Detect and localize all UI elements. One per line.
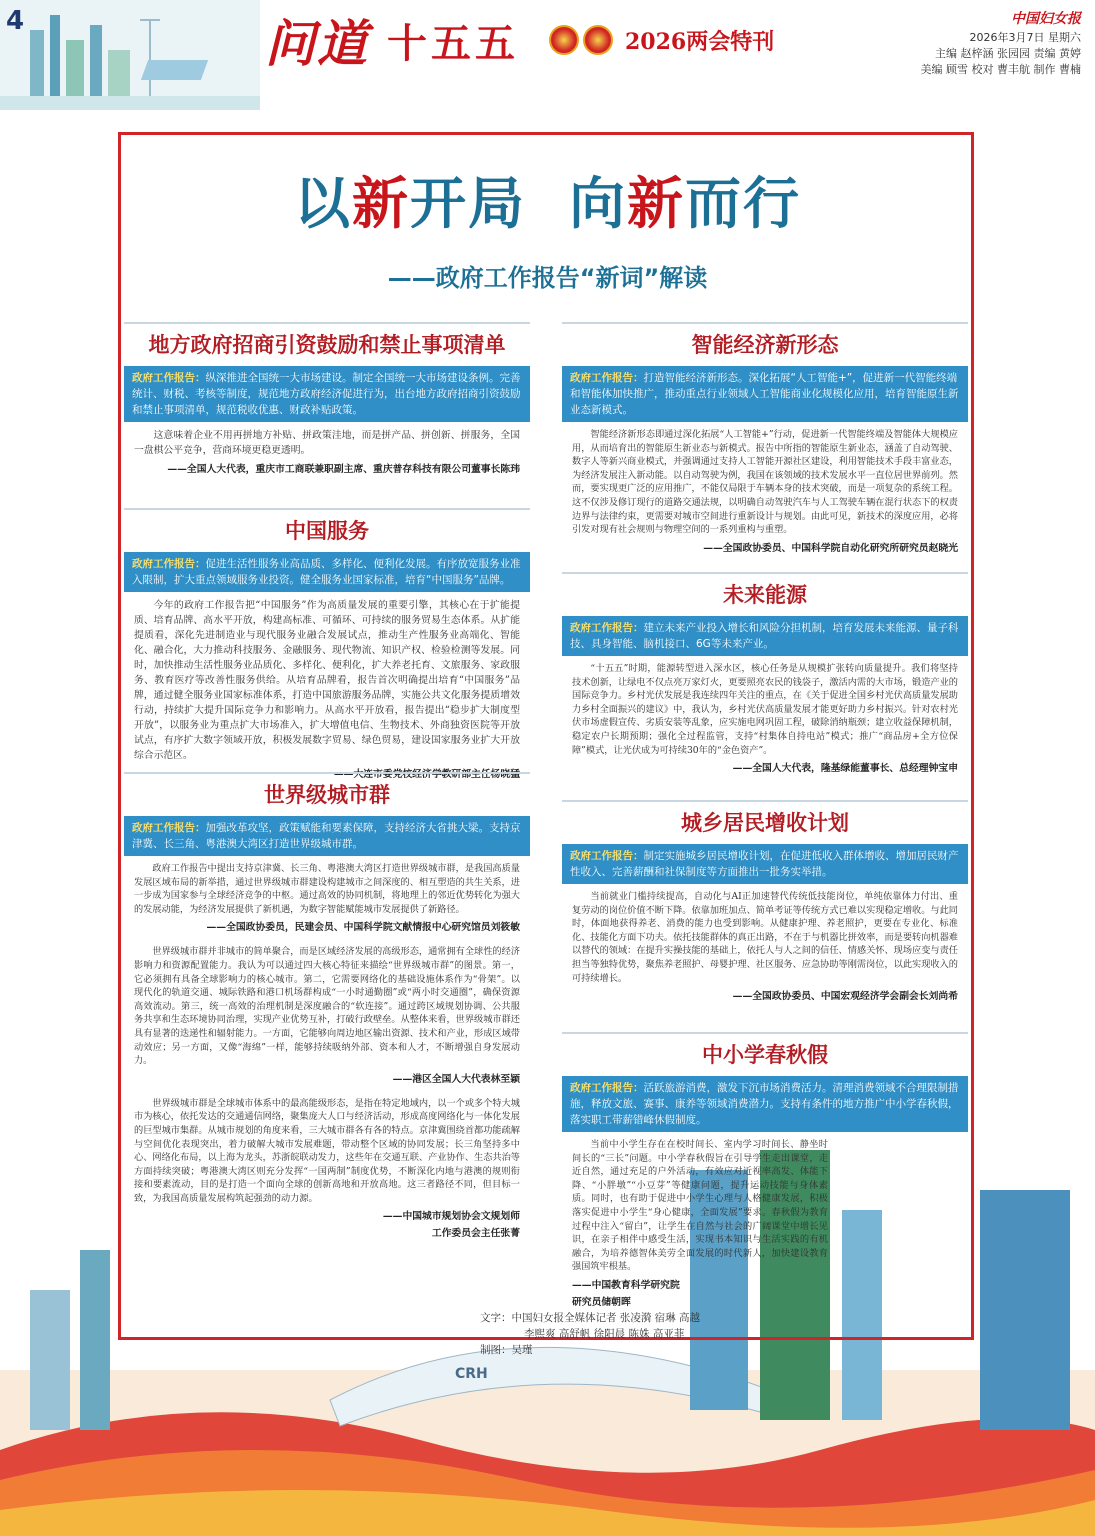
date-line: 2026年3月7日 星期六 — [969, 31, 1081, 44]
title-highlight-1: 新 — [352, 171, 410, 237]
section-future-energy — [562, 572, 968, 780]
newspaper-brand: 中国妇女报 — [1011, 11, 1081, 27]
title-part-2: 开局 向 — [410, 171, 627, 237]
body-paragraph-2: 世界级城市群并非城市的简单聚合，而是区域经济发展的高级形态，通常拥有全球性的经济影响力和资源配置能力。我认为可以通过四大核心特征来描绘“世界级城市群”的图景。第一，它必须拥有具备全球影响力的核心城市。第二，它需要网络化的基础设施体系作为“骨架”。以现代化的轨道交通、城际铁路和港口机场群构成“一小时通勤圈”或“两小时交通圈”，确保资源高效流动。第三，统一高效的治理机制是深度融合的“软连接”。通过跨区域规划协调、公共服务共享和生态环境协同治理，实现产业优势互补，打破行政壁垒。从整体来看，世界级城市群还具有显著的迭递性和辐射能力。一方面，它能够向周边地区输出资源、技术和产业，形成区域带动效应；另一方面，又像“海绵”一样，能够持续吸纳外部、资本和人才，不断增强自身发展动力。 — [134, 946, 520, 1067]
report-quote — [562, 616, 968, 656]
national-emblem-icon — [549, 25, 579, 55]
masthead — [265, 10, 775, 73]
section-intelligent-economy — [562, 322, 968, 560]
signature-3b: 工作委员会主任张菁 — [431, 1228, 520, 1240]
title-part-3: 而行 — [685, 171, 801, 237]
body-paragraph: 当前就业门槛持续提高，自动化与AI正加速替代传统低技能岗位，单纯依靠体力付出、重复劳动的岗位价值不断下降。依靠加班加点、简单考证等传统方式已难以实现稳定增收。与此同时，体面地获得养老、消费的能力也受到影响。从健康护理、养老照护，更要在专业化、标准化、技能化方面下功夫。依托技能群体的真正出路，不在于与机器比拼效率，而是要转向机器难以替代的领域：在提升实操技能的基础上，依托人与人之间的信任、情感关怀、现场应变与责任担当等独特优势，聚焦养老照护、母婴护理、社区服务、应急协助等刚需岗位，以此实现收入的可持续增长。 — [572, 891, 958, 984]
report-label: 政府工作报告： — [570, 1082, 644, 1094]
report-quote — [124, 552, 530, 592]
body-paragraph: 智能经济新形态即通过深化拓展“人工智能+”行动，促进新一代智能终端及智能体大规模应用，从而培育出的智能原生新业态与新模式。报告中所指的智能原生新业态，涵盖了自动驾驶、数字人等新兴商业模式，并强调通过支持人工智能开源社区建设，利用智能技术手段丰富业态，为经济发展注入新动能。以自动驾驶为例，我国在该领域的技术发展水平一直位居世界前列。然而，要实现更广泛的应用推广，不能仅局限于车辆本身的技术突破，而是一项复杂的系统工程。这不仅涉及修订现行的道路交通法规，以明确自动驾驶汽车与人工驾驶车辆在混行状态下的权责边界与法律约束，更需要对城市空间进行重新设计与规划。由此可见，新技术的深度应用，必将引发对现有社会规则与物理空间的一系列重构与重塑。 — [572, 429, 958, 536]
section-heading: 中小学春秋假 — [562, 1032, 968, 1076]
credits-line-3: 制图：吴瑾 — [480, 1344, 533, 1356]
subtitle: ——政府工作报告“新词”解读 — [387, 264, 708, 292]
signature: ——全国人大代表，重庆市工商联兼职副主席、重庆普存科技有限公司董事长陈玮 — [167, 464, 520, 475]
report-text: 促进生活性服务业高品质、多样化、便利化发展。有序放宽服务业准入限制，扩大重点领域服务业投资。健全服务业国家标准，培育“中国服务”品牌。 — [132, 558, 521, 586]
report-label: 政府工作报告： — [570, 850, 644, 862]
signature: ——全国人大代表，隆基绿能董事长、总经理钟宝申 — [732, 763, 958, 775]
editors-line-2: 美编 顾雪 校对 曹丰航 制作 曹楠 — [920, 63, 1081, 76]
report-quote — [124, 816, 530, 856]
section-china-services — [124, 508, 530, 786]
edition-meta — [921, 30, 1081, 78]
title-part-1: 以 — [294, 171, 352, 237]
report-quote — [124, 366, 530, 422]
report-text: 纵深推进全国统一大市场建设。制定全国统一大市场建设条例。完善统计、财税、考核等制度，规范地方政府经济促进行为，出台地方政府招商引资鼓励和禁止事项清单，规范税收优惠、财政补贴政策。 — [132, 372, 521, 416]
section-heading: 智能经济新形态 — [562, 322, 968, 366]
signature-1: ——全国政协委员，民建会员、中国科学院文献情报中心研究馆员刘筱敏 — [206, 922, 520, 934]
page-header — [0, 0, 1095, 110]
signature: ——大连市委党校经济学教研部主任杨晓猛 — [333, 769, 520, 780]
editors-line-1: 主编 赵梓涵 张园园 责编 黄婷 — [935, 47, 1081, 60]
report-label: 政府工作报告： — [132, 822, 206, 834]
credits-line-2: 李熙爽 高舒帆 徐阳晨 陈姝 高亚菲 — [524, 1328, 685, 1340]
credits — [480, 1310, 740, 1358]
report-text: 打造智能经济新形态。深化拓展“人工智能+”，促进新一代智能终端和智能体加快推广，推动重点行业领域人工智能商业化规模化应用，培育智能原生新业态新模式。 — [570, 372, 959, 416]
section-heading: 世界级城市群 — [124, 772, 530, 816]
special-edition-label: 2026两会特刊 — [625, 28, 775, 55]
section-heading: 中国服务 — [124, 508, 530, 552]
signature-a: ——中国教育科学研究院 — [572, 1279, 680, 1291]
section-heading: 未来能源 — [562, 572, 968, 616]
report-label: 政府工作报告： — [570, 372, 644, 384]
signature-3a: ——中国城市规划协会文规划师 — [382, 1211, 520, 1223]
report-label: 政府工作报告： — [132, 558, 206, 570]
emblems — [549, 25, 617, 55]
section-income-plan — [562, 800, 968, 1008]
report-text: 活跃旅游消费，激发下沉市场消费活力。清理消费领域不合理限制措施，释放文旅、赛事、康养等领域消费潜力。支持有条件的地方推广中小学春秋假，落实职工带薪错峰休假制度。 — [570, 1082, 959, 1126]
signature-b: 研究员储朝晖 — [572, 1296, 631, 1308]
report-label: 政府工作报告： — [570, 622, 644, 634]
body-paragraph: “十五五”时期，能源转型进入深水区，核心任务是从规模扩张转向质量提升。我们将坚持技术创新，让绿电不仅点亮万家灯火，更要照亮农民的钱袋子，激活内需的大市场，锻造产业的国际竞争力。乡村光伏发展是我连续四年关注的重点，在《关于促进全国乡村光伏高质量发展助力乡村全面振兴的建议》中，我认为，乡村光伏高质量发展才能更好助力乡村振兴。针对农村光伏市场虚假宣传、劣质安装等乱象，应实施电网巩固工程，破除消纳瓶颈；建立收益保障机制，稳定农户长期预期；强化全过程监管，支持“村集体自持电站”模式；推广“商品房+全方位保障”模式，让光伏成为可持续30年的“金色资产”。 — [572, 663, 958, 756]
svg-text:CRH: CRH — [455, 1366, 488, 1382]
page-number: 4 — [6, 6, 25, 36]
section-spring-autumn-break — [562, 1032, 968, 1314]
section-city-clusters — [124, 772, 530, 1245]
body-paragraph-1: 政府工作报告中提出支持京津冀、长三角、粤港澳大湾区打造世界级城市群，是我国高质量发展区域布局的新举措，通过世界级城市群建设构建城市之间深度的、相互塑造的共生关系，进一步成为国家参与全球经济竞争的中枢。通过高效的协同机制，将地理上的邻近优势转化为强大的发展动能，为经济发展提供了新机遇，为数字智能赋能城市发展提供了新路径。 — [134, 863, 520, 915]
credits-line-1: 文字：中国妇女报全媒体记者 张凌漪 宿琳 高越 — [480, 1312, 701, 1324]
body-paragraph: 当前中小学生存在在校时间长、室内学习时间长、静坐时间长的“三长”问题。中小学春秋假旨在引导学生走出课堂，走近自然，通过充足的户外活动，有效应对近视率高发、体能下降、“小胖墩”“小豆芽”等健康问题，提升运动技能与身体素质。同时，也有助于促进中小学生心理与人格健康发展，积极落实促进中小学生“身心健康，全面发展”要求。春秋假为教育过程中注入“留白”，让学生在自然与社会的广阔课堂中增长见识，在亲子相伴中感受生活，实现书本知识与生活实践的有机融合，为培养德智体美劳全面发展的时代新人，加快建设教育强国筑牢根基。 — [572, 1139, 828, 1273]
signature: ——全国政协委员、中国科学院自动化研究所研究员赵晓光 — [703, 542, 958, 554]
section-investment-list — [124, 322, 530, 481]
report-quote — [562, 366, 968, 422]
main-title — [0, 160, 1095, 240]
body-paragraph-3: 世界级城市群是全球城市体系中的最高能级形态，是指在特定地域内，以一个或多个特大城市为核心，依托发达的交通通信网络，聚集庞大人口与经济活动，形成高度网络化与一体化发展的巨型城市集群。从城市规划的角度来看，三大城市群各有各的特点。京津冀围绕首都功能疏解与空间优化表现突出，着力破解大城市发展难题，带动整个区域的协同发展；长三角坚持多中心、网络化布局，以上海为龙头，苏浙皖联动发力，这些年在交通互联、产业协作、生态共治等方面持续突破；粤港澳大湾区则充分发挥“一国两制”制度优势，不断深化内地与港澳的规则衔接和要素流动，目的是打造一个面向全球的创新高地和开放高地。这三者路径不同，但目标一致，为我国高质量发展构筑起强劲的动力源。 — [134, 1097, 520, 1204]
signature-2: ——港区全国人大代表林至颖 — [392, 1073, 520, 1085]
body-paragraph: 这意味着企业不用再拼地方补贴、拼政策洼地，而是拼产品、拼创新、拼服务，全国一盘棋公平竞争，营商环境更稳更透明。 — [134, 430, 520, 456]
report-quote — [562, 844, 968, 884]
section-heading: 地方政府招商引资鼓励和禁止事项清单 — [124, 322, 530, 366]
report-text: 制定实施城乡居民增收计划，在促进低收入群体增收、增加居民财产性收入、完善薪酬和社保制度等方面推出一批务实举措。 — [570, 850, 959, 878]
report-quote — [562, 1076, 968, 1132]
body-paragraph: 今年的政府工作报告把“中国服务”作为高质量发展的重要引擎，其核心在于扩能提质、培育品牌、高水平开放，构建高标准、可循环、可持续的服务贸易生态体系。从扩能提质看，深化先进制造业与现代服务业融合发展试点，推动生产性服务业高端化、智能化、融合化，大力推动科技服务、金融服务、现代物流、知识产权、检验检测等发展。同时，加快推动生活性服务业品质化、多样化、便利化，扩大养老托育、文旅服务、家政服务、教育医疗等改善性服务供给。从培育品牌看，报告首次明确提出培育“中国服务”品牌，通过健全服务业国家标准体系，打造中国旅游服务品牌，实施公共文化服务提质增效行动，持续扩大提升国际竞争力和影响力。从高水平开放看，报告提出“稳步扩大制度型开放”，以服务业为重点扩大市场准入，扩大增值电信、生物技术、外商独资医院等开放试点，有序扩大数字领域开放，积极发展数字贸易、绿色贸易，建设国家服务业扩大开放综合示范区。 — [134, 600, 520, 761]
title-highlight-2: 新 — [627, 171, 685, 237]
report-text: 加强改革攻坚，政策赋能和要素保障，支持经济大省挑大梁。支持京津冀、长三角、粤港澳大湾区打造世界级城市群。 — [132, 822, 521, 850]
report-label: 政府工作报告： — [132, 372, 206, 384]
masthead-script: 问道 — [265, 14, 369, 73]
report-text: 建立未来产业投入增长和风险分担机制，培育发展未来能源、量子科技、具身智能、脑机接口、6G等未来产业。 — [570, 622, 959, 650]
cppcc-emblem-icon — [583, 25, 613, 55]
skyline-illustration — [0, 0, 260, 110]
signature: ——全国政协委员、中国宏观经济学会副会长刘尚希 — [732, 991, 958, 1003]
section-heading: 城乡居民增收计划 — [562, 800, 968, 844]
masthead-title: 十五五 — [387, 19, 519, 67]
